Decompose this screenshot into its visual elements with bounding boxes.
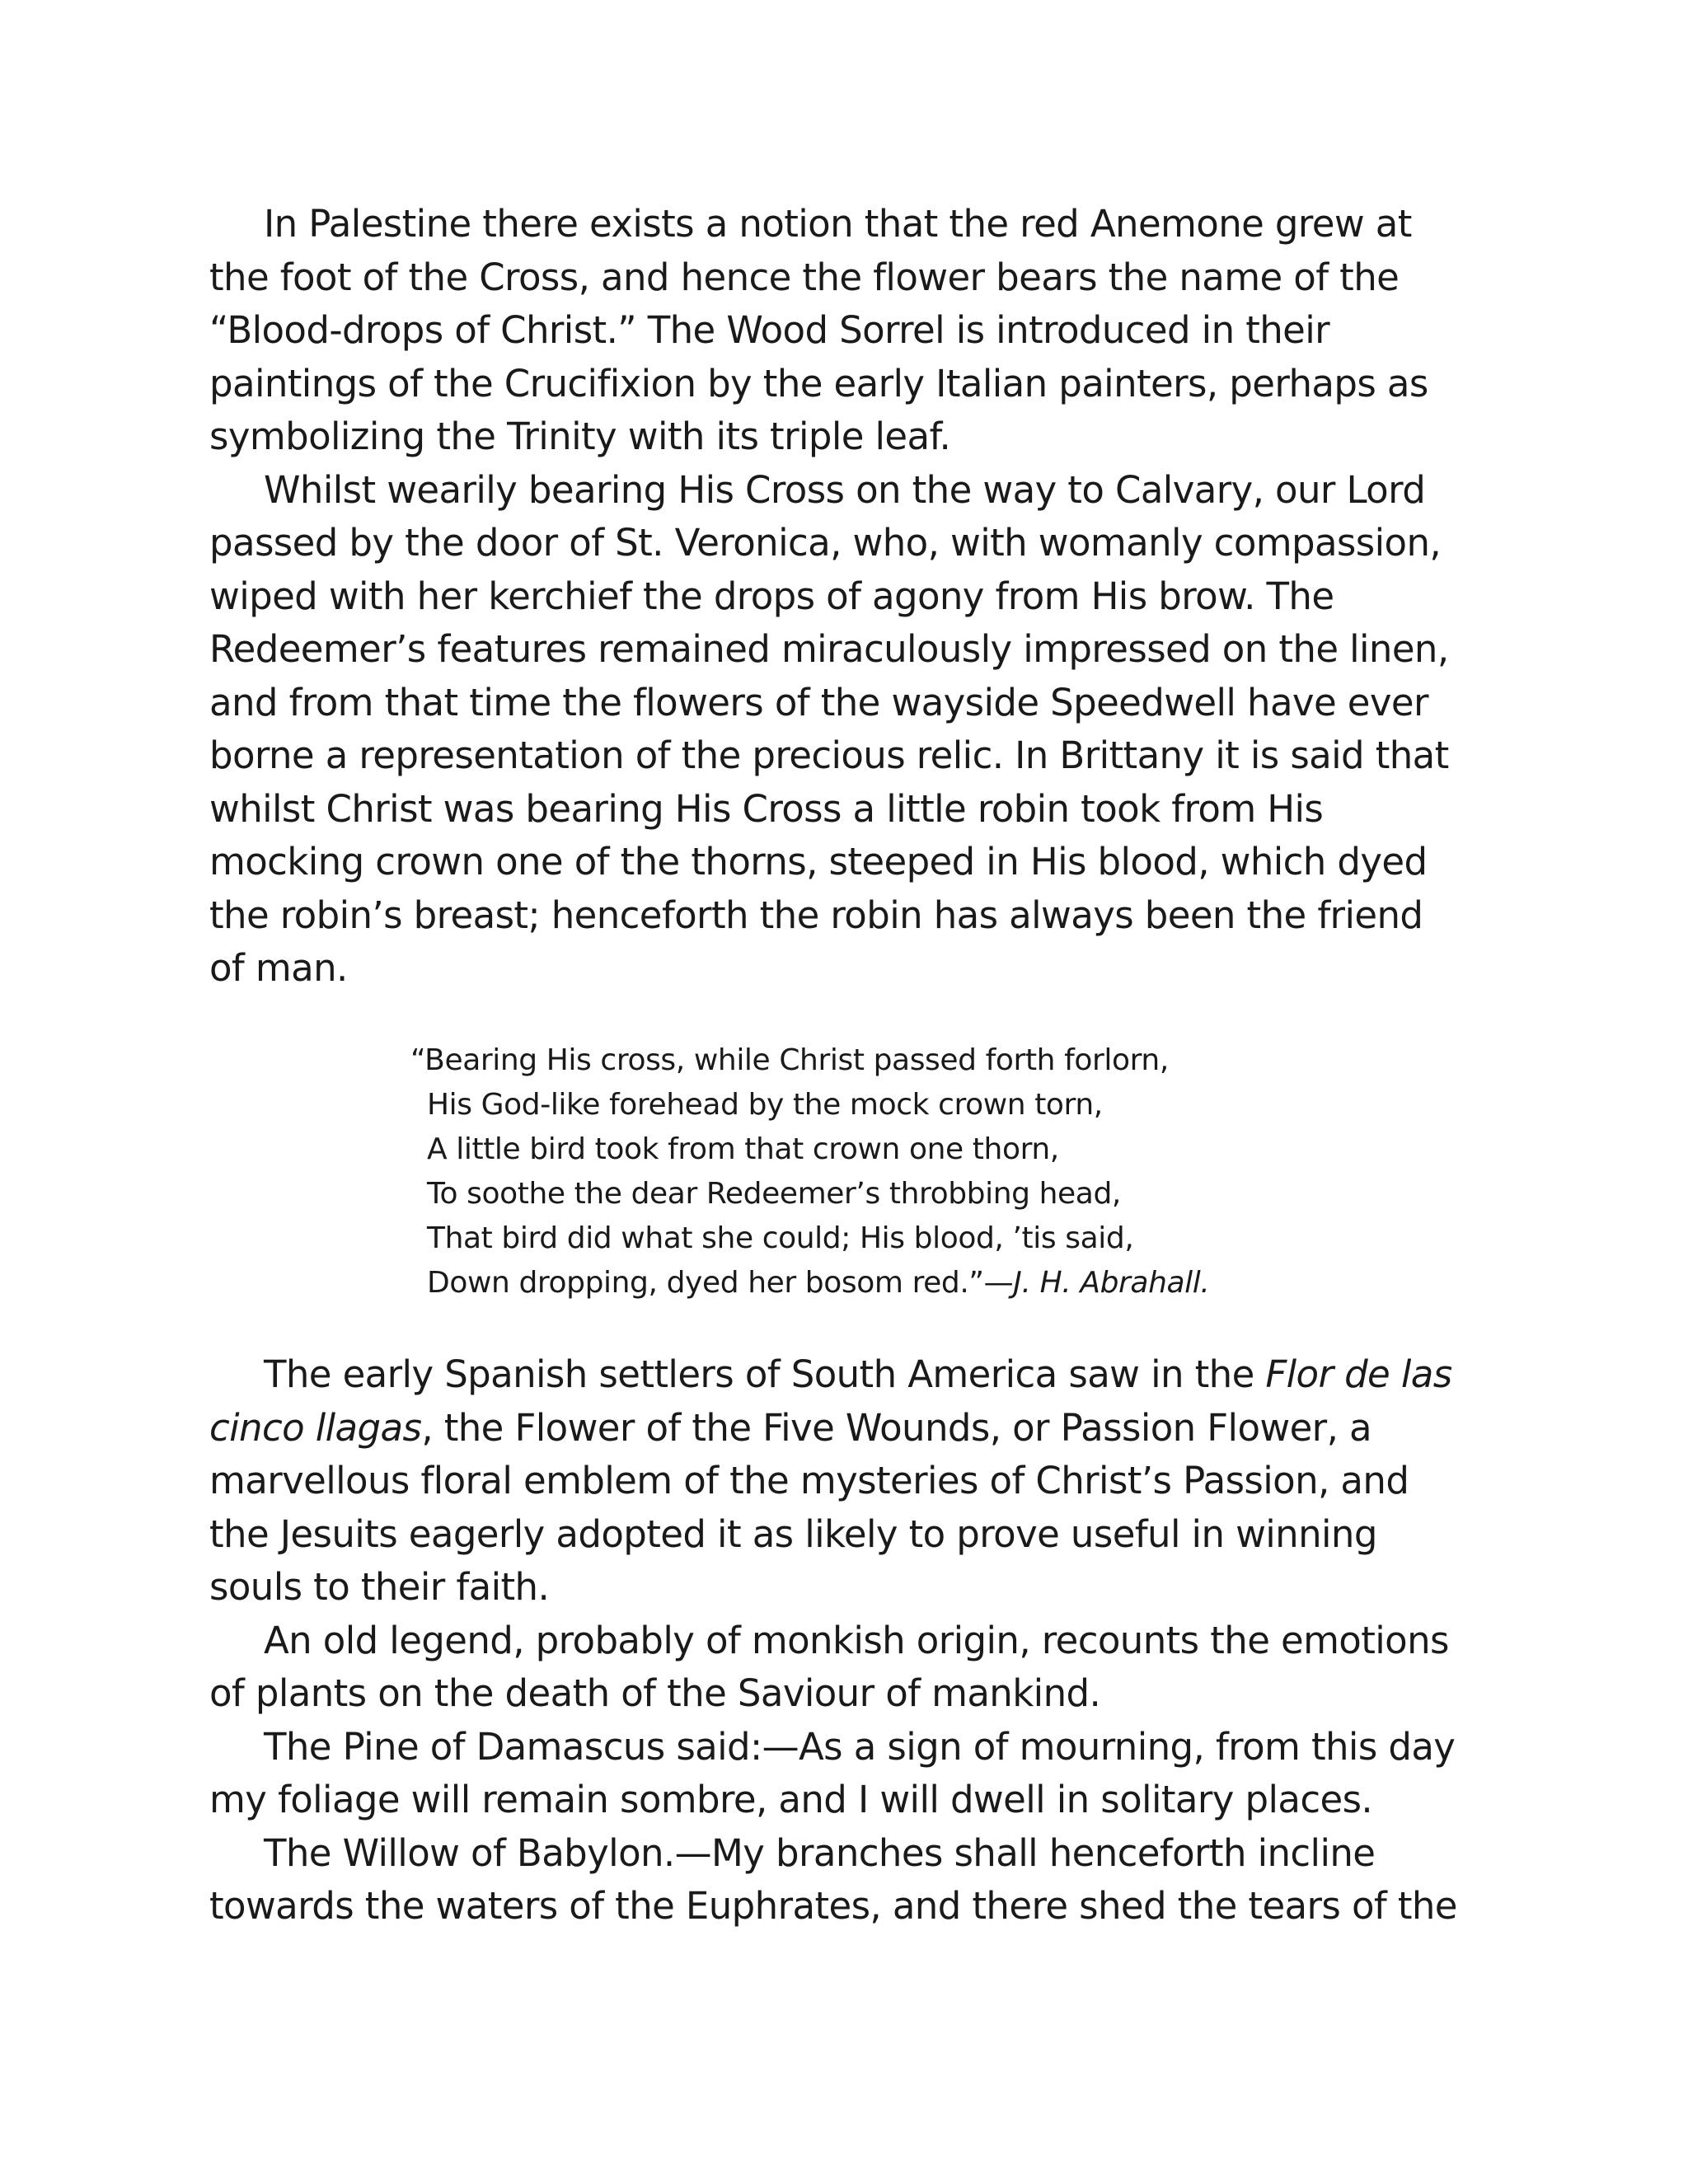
poem-line: His God-like forehead by the mock crown torn,: [427, 1088, 1103, 1122]
text-line: symbolizing the Trinity with its triple leaf.: [209, 415, 951, 458]
text-block-top: [209, 198, 1470, 996]
italic-run: Flor de las: [1265, 1352, 1452, 1396]
text-line: The Pine of Damascus said:—As a sign of mourning, from this day: [264, 1724, 1456, 1769]
text-line: whilst Christ was bearing His Cross a little robin took from His: [209, 786, 1324, 831]
text-line: the foot of the Cross, and hence the flower bears the name of the: [209, 255, 1400, 299]
text-line: Whilst wearily bearing His Cross on the way to Calvary, our Lord: [264, 467, 1426, 512]
text-line: [209, 1348, 1470, 1402]
text-line: In Palestine there exists a notion that the red Anemone grew at: [264, 202, 1412, 246]
text-line: passed by the door of St. Veronica, who, with womanly compassion,: [209, 521, 1442, 565]
poem-line: To soothe the dear Redeemer’s throbbing head,: [427, 1177, 1121, 1211]
poem-quote: [410, 1038, 1317, 1305]
text-line: mocking crown one of the thorns, steeped in His blood, which dyed: [209, 840, 1428, 883]
text-line: of man.: [209, 946, 348, 990]
paragraph-anemone: [209, 198, 1470, 464]
text-line: and from that time the flowers of the wayside Speedwell have ever: [209, 680, 1428, 724]
poem-attribution: J. H. Abrahall.: [1013, 1266, 1210, 1300]
text-line: “Blood-drops of Christ.” The Wood Sorrel is introduced in their: [209, 308, 1330, 352]
text-line: towards the waters of the Euphrates, and there shed the tears of the: [209, 1884, 1457, 1928]
poem-line-last: [410, 1261, 1317, 1305]
text-line: souls to their faith.: [209, 1565, 550, 1609]
italic-run: cinco llagas: [209, 1405, 422, 1450]
text-line: paintings of the Crucifixion by the early Italian painters, perhaps as: [209, 361, 1428, 405]
text-line: the robin’s breast; henceforth the robin has always been the friend: [209, 893, 1423, 937]
text-line: the Jesuits eagerly adopted it as likely to prove useful in winning: [209, 1511, 1377, 1556]
paragraph-veronica: [209, 464, 1470, 996]
poem-last-text: Down dropping, dyed her bosom red.”—: [427, 1266, 1014, 1300]
text-run: The early Spanish settlers of South America saw in the: [264, 1352, 1266, 1396]
poem-line: A little bird took from that crown one thorn,: [427, 1132, 1059, 1166]
text-line: of plants on the death of the Saviour of mankind.: [209, 1671, 1101, 1715]
paragraph-willow: [209, 1827, 1470, 1933]
text-line: my foliage will remain sombre, and I will dwell in solitary places.: [209, 1778, 1373, 1821]
text-block-bottom: [209, 1348, 1470, 1933]
text-line: Redeemer’s features remained miraculously impressed on the linen,: [209, 627, 1449, 671]
text-run: , the Flower of the Five Wounds, or Passion Flower, a: [421, 1405, 1372, 1450]
text-line: An old legend, probably of monkish origin, recounts the emotions: [264, 1618, 1449, 1662]
text-line: borne a representation of the precious relic. In Brittany it is said that: [209, 733, 1449, 777]
poem-line: That bird did what she could; His blood, ’tis said,: [427, 1221, 1134, 1255]
poem-line: “Bearing His cross, while Christ passed forth forlorn,: [410, 1043, 1169, 1077]
text-line: marvellous floral emblem of the mysteries of Christ’s Passion, and: [209, 1459, 1409, 1502]
paragraph-pine: [209, 1721, 1470, 1827]
text-line: wiped with her kerchief the drops of agony from His brow. The: [209, 574, 1334, 618]
paragraph-legend: [209, 1615, 1470, 1721]
paragraph-passion-flower: [209, 1348, 1470, 1615]
text-line: [209, 1402, 1470, 1455]
text-line: The Willow of Babylon.—My branches shall henceforth incline: [264, 1830, 1376, 1875]
